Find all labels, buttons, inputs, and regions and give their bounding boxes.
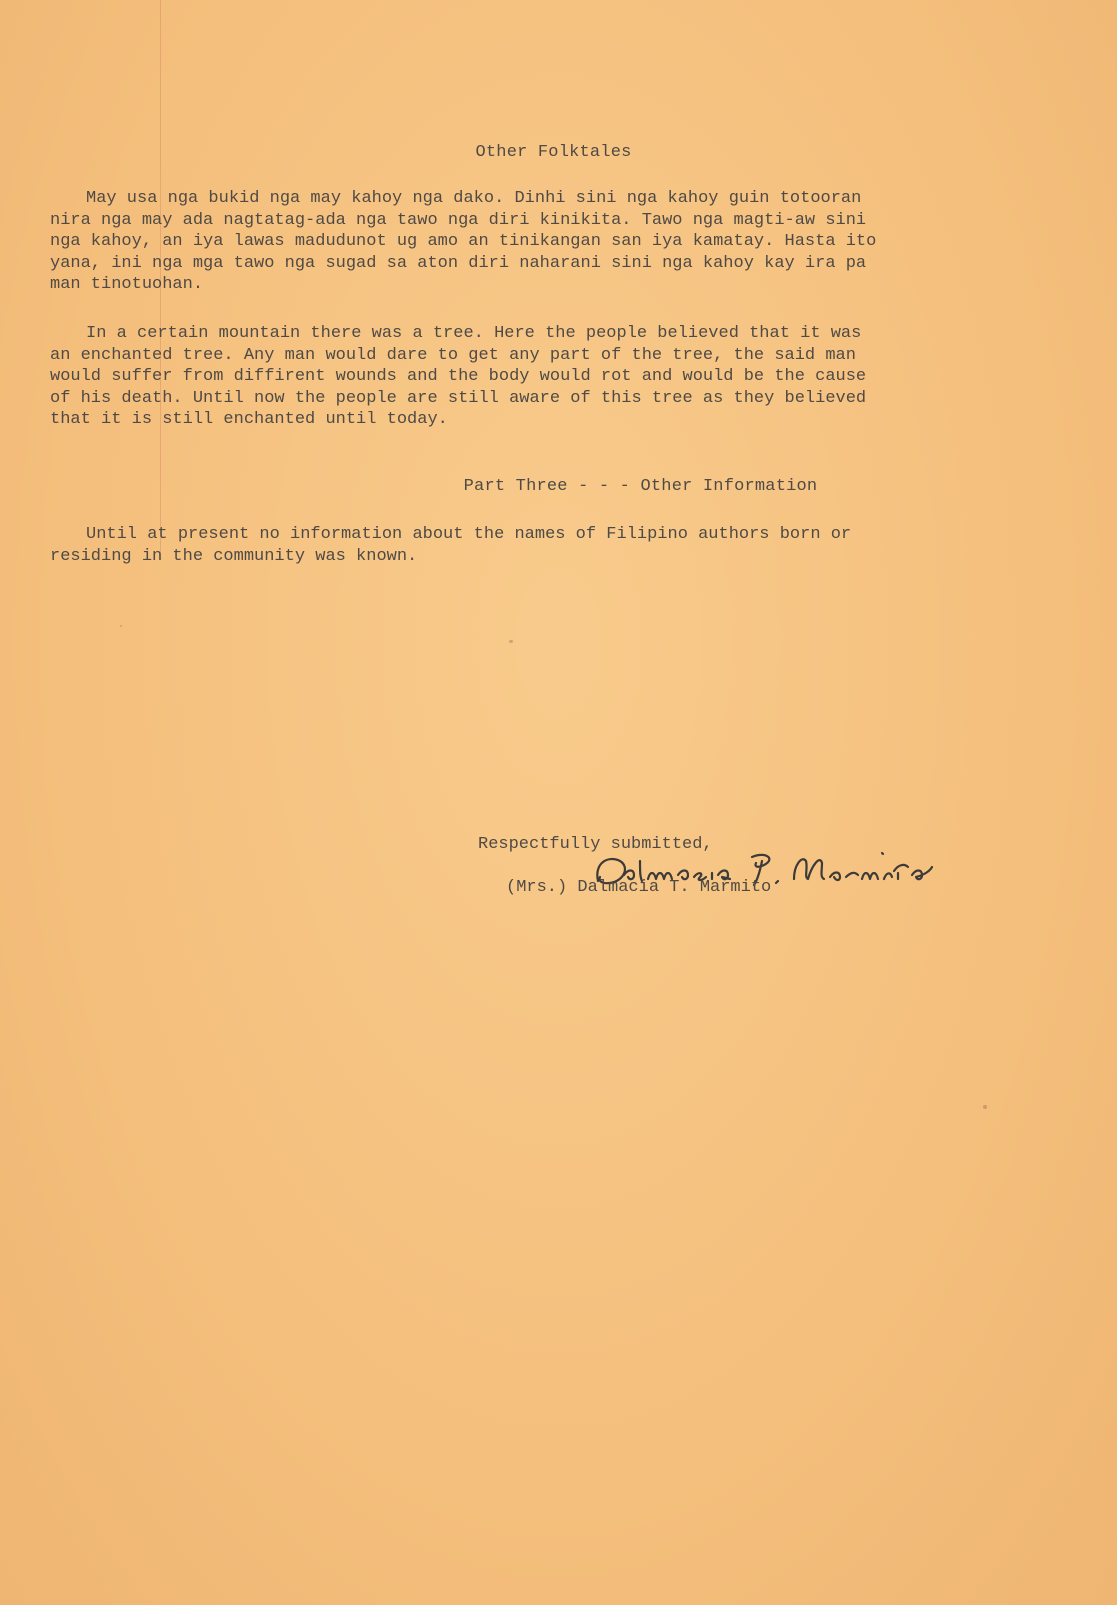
part-three-heading: Part Three - - - Other Information bbox=[463, 477, 818, 496]
other-information-paragraph bbox=[50, 524, 1060, 567]
folktale-vernacular-paragraph bbox=[50, 188, 1060, 296]
folktales-heading: Other Folktales bbox=[475, 143, 632, 162]
paper-speck bbox=[509, 640, 513, 643]
text-line: that it is still enchanted until today. bbox=[50, 410, 448, 429]
text-line: of his death. Until now the people are still aware of this tree as they believed bbox=[50, 388, 867, 408]
text-line: would suffer from diffirent wounds and the body would rot and would be the cause bbox=[50, 367, 867, 386]
text-line: yana, ini nga mga tawo nga sugad sa aton diri naharani sini nga kahoy kay ira pa bbox=[50, 253, 867, 273]
text-line: nga kahoy, an iya lawas madudunot ug amo an tinikangan san iya kamatay. Hasta ito bbox=[50, 232, 877, 251]
text-line: residing in the community was known. bbox=[50, 546, 418, 566]
text-line: an enchanted tree. Any man would dare to get any part of the tree, the said man bbox=[50, 345, 856, 365]
text-line: nira nga may ada nagtatag-ada nga tawo nga diri kinikita. Tawo nga magti-aw sini bbox=[50, 210, 867, 230]
paper-speck bbox=[983, 1105, 987, 1109]
paper-speck bbox=[120, 625, 122, 627]
text-line: May usa nga bukid nga may kahoy nga dako. Dinhi sini nga kahoy guin totooran bbox=[86, 189, 862, 208]
text-line: In a certain mountain there was a tree. Here the people believed that it was bbox=[86, 324, 862, 343]
folktale-english-paragraph bbox=[50, 323, 1060, 431]
text-line: Until at present no information about the names of Filipino authors born or bbox=[86, 525, 852, 544]
closing-line: Respectfully submitted, bbox=[478, 835, 713, 854]
signer-name: (Mrs.) Dalmacia T. Marmito bbox=[506, 878, 772, 897]
text-line: man tinotuohan. bbox=[50, 275, 204, 294]
